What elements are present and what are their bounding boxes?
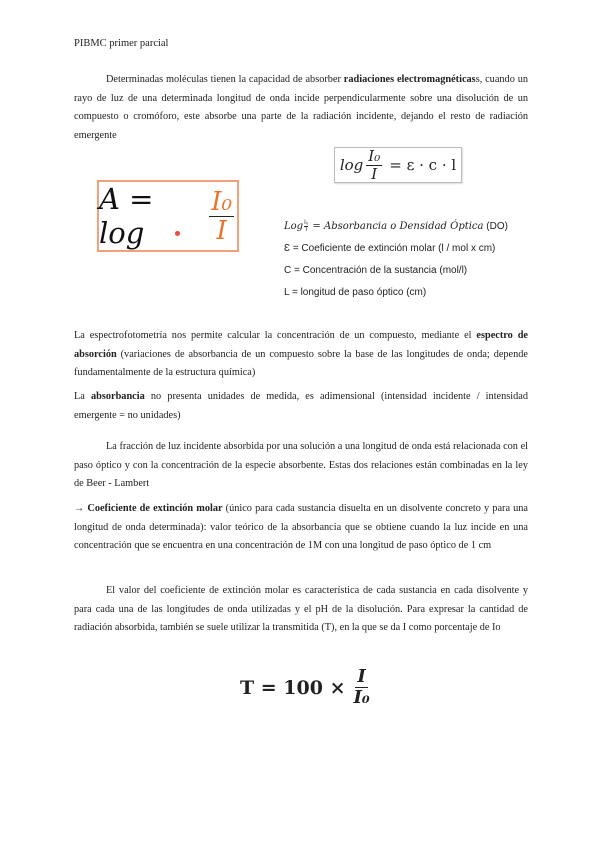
paragraph-spectrophotometry — [74, 327, 528, 383]
eq-numerator: I — [357, 666, 366, 687]
legend-line-2: Ɛ = Coeficiente de extinción molar (l / mol x cm) — [284, 243, 496, 254]
eq-numerator: I₀ — [211, 186, 232, 217]
eq-denominator: I₀ — [353, 687, 370, 708]
legend-log: Log — [284, 221, 304, 232]
legend-den: I — [305, 226, 307, 233]
eq-log: log — [339, 156, 364, 174]
text: no presenta unidades de medida, es adimensional (intensidad incidente / intensidad emergente = no unidades) — [74, 391, 529, 421]
bold-term: radiaciones electromagnéticas — [343, 74, 476, 85]
legend-text: = Absorbancia o Densidad Óptica — [309, 221, 484, 232]
legend-num: I₀ — [304, 219, 309, 226]
paragraph-beer-lambert: La fracción de luz incidente absorbida por una solución a una longitud de onda está relacionada con el paso óptico y con la concentración de la especie absorbente. Estas dos relaciones están combinadas en la ley de Beer - Lambert — [74, 441, 528, 490]
eq-numerator: I₀ — [368, 146, 381, 165]
equation-legend — [284, 216, 508, 304]
legend-line-1 — [284, 216, 508, 238]
bold-term: absorbancia — [90, 391, 145, 402]
bold-term: Coeficiente de extinción molar — [87, 503, 223, 514]
text: s, cuando un rayo de luz de una determinada longitud de onda incide perpendicularmente sobre una disolución de un compuesto o cromóforo, este absorbe una parte de la radiación incidente, dejando el resto de radiación emergente — [74, 74, 528, 141]
paragraph-transmittance: El valor del coeficiente de extinción molar es característica de cada sustancia en cada disolvente y para cada una de las longitudes de onda utilizadas y el pH de la disolución. Para expresar la cantidad de radiación absorbida, también se suele utilizar la transmitida (T), en la que se da I como porcentaje de Io — [74, 585, 528, 634]
eq-left: T = 100 × — [240, 676, 346, 699]
text: (variaciones de absorbancia de un compuesto sobre la base de las longitudes de onda; depende fundamentalmente de la estructura química) — [74, 348, 528, 379]
equation-beer-lambert — [334, 147, 462, 183]
eq-denominator: I — [216, 215, 227, 246]
text: La espectrofotometría nos permite calcular la concentración de un compuesto, mediante el — [74, 330, 477, 341]
equation-transmittance — [240, 668, 375, 707]
eq-fraction — [351, 668, 371, 707]
text: Determinadas moléculas tienen la capacidad de absorber — [106, 74, 344, 85]
equation-absorbance — [97, 180, 239, 252]
paragraph-intro — [74, 71, 528, 145]
eq-left: A = log — [99, 182, 154, 250]
paragraph-extinction-coefficient — [74, 500, 528, 556]
marker-dot — [175, 231, 180, 236]
text: La — [74, 391, 91, 402]
legend-fraction — [304, 220, 308, 233]
eq-fraction — [209, 186, 234, 246]
paragraph-absorbance — [74, 388, 528, 425]
page-header: PIBMC primer parcial — [74, 38, 169, 49]
text: (único para cada sustancia disuelta en un disolvente concreto y para una longitud de onda determinada): valor teórico de la absorbancia que se obtiene cuando la luz incide en una concentración que se encuentra en una concentración de 1M con una longitud de paso óptico de 1 cm — [74, 503, 528, 552]
legend-do: (DO) — [483, 221, 508, 232]
bold-term: espectro de absorción — [74, 330, 528, 360]
legend-line-4: L = longitud de paso óptico (cm) — [284, 287, 427, 298]
eq-right: = ε · c · l — [389, 156, 457, 174]
eq-fraction — [366, 146, 382, 183]
arrow-icon: → — [74, 503, 88, 514]
eq-denominator: I — [371, 164, 378, 183]
legend-line-3: C = Concentración de la sustancia (mol/l) — [284, 265, 468, 276]
